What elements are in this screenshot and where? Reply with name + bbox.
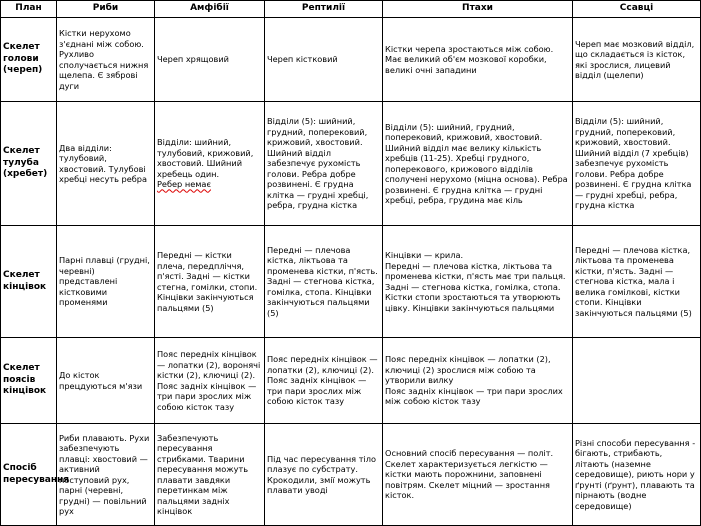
cell-birds-girdles: Пояс передніх кінцівок — лопатки (2), ключиці (2) зрослися між собою та утворили вилку Пояс задніх кінцівок — три пари зрослих між собою кісток тазу [383, 338, 573, 424]
amphibians-spine-text: Відділи: шийний, тулубовий, крижовий, хвостовий. Шийний хребець один. [157, 137, 254, 179]
table-row-skull [1, 18, 701, 102]
cell-fish-girdles: До кісток прецдуються м'язи [57, 338, 155, 424]
cell-reptiles-limbs: Передні — плечова кістка, ліктьова та променева кістки, п'ясть. Задні — стегнова кістка, гомілка, стопа. Кінцівки закінчуються пальцями (5) [265, 226, 383, 338]
header-reptiles: Рептилії [265, 1, 383, 18]
cell-fish-spine: Два відділи: тулубовий, хвостовий. Тулубові хребці несуть ребра [57, 102, 155, 226]
header-birds: Птахи [383, 1, 573, 18]
cell-birds-limbs: Кінцівки — крила. Передні — плечова кістка, ліктьова та променева кістки, п'ясть має три пальця. Задні — стегнова кістка, гомілка, стопа. Кістки стопи зростаються та утворюють цівку. Кінцівки закінчуються пальцями [383, 226, 573, 338]
cell-reptiles-skull: Череп кістковий [265, 18, 383, 102]
row-head-locomotion: Спосіб пересування [1, 424, 57, 526]
table-row-girdles [1, 338, 701, 424]
cell-mammals-limbs: Передні — плечова кістка, ліктьова та променева кістки, п'ясть. Задні — стегнова кістка, мала і велика гомілкові, кістки стопи. Кінцівки закінчуються пальцями (5) [573, 226, 701, 338]
cell-reptiles-girdles: Пояс передніх кінцівок — лопатки (2), ключиці (2). Пояс задніх кінцівок — три пари зрослих між собою кісток тазу [265, 338, 383, 424]
table-row-limbs [1, 226, 701, 338]
cell-amphibians-spine [155, 102, 265, 226]
table-row-spine [1, 102, 701, 226]
cell-fish-limbs: Парні плавці (грудні, черевні) представлені кістковими променями [57, 226, 155, 338]
header-row [1, 1, 701, 18]
cell-mammals-locomotion: Різні способи пересування - бігають, стрибають, літають (наземне середовище), риють нори у ґрунті (ґрунт), плавають та пірнають (водне середовище) [573, 424, 701, 526]
row-head-spine: Скелет тулуба (хребет) [1, 102, 57, 226]
cell-mammals-girdles [573, 338, 701, 424]
cell-birds-locomotion: Основний спосіб пересування — політ. Скелет характеризується легкістю — кістки мають порожнини, заповнені повітрям. Скелет міцний — зростання кісток. [383, 424, 573, 526]
amphibians-spine-note: Ребер немає [157, 179, 211, 190]
header-fish: Риби [57, 1, 155, 18]
cell-birds-skull: Кістки черепа зростаються між собою. Має великий об'єм мозкової коробки, великі очні западини [383, 18, 573, 102]
header-amphibians: Амфібії [155, 1, 265, 18]
cell-mammals-skull: Череп має мозковий відділ, що складається із кісток, які зрослися, лицевий відділ (щелепи) [573, 18, 701, 102]
cell-fish-skull: Кістки нерухомо з'єднані між собою. Рухливо сполучається нижня щелепа. Є зяброві дуги [57, 18, 155, 102]
cell-mammals-spine: Відділи (5): шийний, грудний, поперековий, крижовий, хвостовий. Шийний відділ (7 хребців) забезпечує рухомість голови. Ребра добре розвинені. Є грудна клітка — грудні хребці, ребра, грудна кістка [573, 102, 701, 226]
row-head-girdles: Скелет поясів кінцівок [1, 338, 57, 424]
cell-reptiles-spine: Відділи (5): шийний, грудний, поперековий, крижовий, хвостовий. Шийний відділ забезпечує рухомість голови. Ребра добре розвинені. Є грудна клітка — грудні хребці, ребра, грудна кістка [265, 102, 383, 226]
cell-reptiles-locomotion: Під час пересування тіло плазує по субстрату. Крокодили, змії можуть плавати уводі [265, 424, 383, 526]
row-head-skull: Скелет голови (череп) [1, 18, 57, 102]
row-head-limbs: Скелет кінцівок [1, 226, 57, 338]
table-row-locomotion [1, 424, 701, 526]
cell-birds-spine: Відділи (5): шийний, грудний, поперековий, крижовий, хвостовий. Шийний відділ має велику кількість хребців (11-25). Хребці грудного, поперекового, крижового відділів сполучені нерухомо (міцна основа). Ребра розвинені. Є грудна клітка — грудні хребці, ребра, грудина має кіль [383, 102, 573, 226]
cell-amphibians-locomotion: Забезпечують пересування стрибками. Тварини пересування можуть плавати завдяки перетинкам між пальцями задніх кінцівок [155, 424, 265, 526]
header-mammals: Ссавці [573, 1, 701, 18]
header-plan: План [1, 1, 57, 18]
cell-fish-locomotion: Риби плавають. Рухи забезпечують плавці: хвостовий — активний поступовий рух, парні (черевні, грудні) — повільний рух [57, 424, 155, 526]
cell-amphibians-skull: Череп хрящовий [155, 18, 265, 102]
cell-amphibians-girdles: Пояс передніх кінцівок — лопатки (2), воронячі кістки (2), ключиці (2). Пояс задніх кінцівок — три пари зрослих між собою кісток тазу [155, 338, 265, 424]
cell-amphibians-limbs: Передні — кістки плеча, передпліччя, п'ясті. Задні — кістки стегна, гомілки, стопи. Кінцівки закінчуються пальцями (5) [155, 226, 265, 338]
